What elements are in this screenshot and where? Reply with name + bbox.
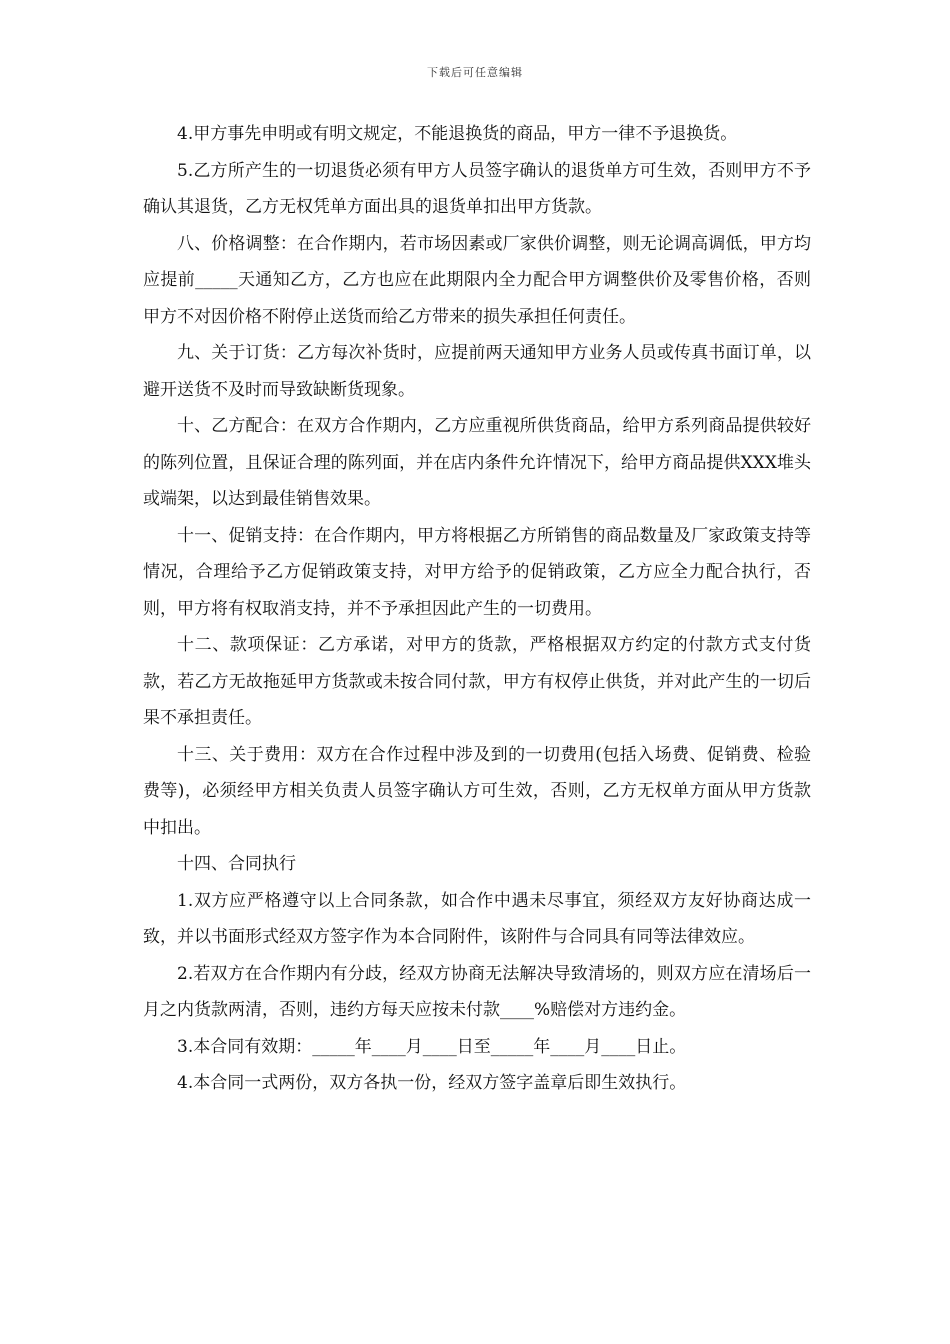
clause-paragraph: 八、价格调整：在合作期内，若市场因素或厂家供价调整，则无论调高调低，甲方均应提前_____天通知乙方，乙方也应在此期限内全力配合甲方调整供价及零售价格，否则甲方不对因价格不附停止送货而给乙方带来的损失承担任何责任。: [143, 233, 811, 327]
clause-paragraph: 十三、关于费用：双方在合作过程中涉及到的一切费用(包括入场费、促销费、检验费等)，必须经甲方相关负责人员签字确认方可生效，否则，乙方无权单方面从甲方货款中扣出。: [143, 744, 811, 838]
clause-paragraph: 1.双方应严格遵守以上合同条款，如合作中遇未尽事宜，须经双方友好协商达成一致，并以书面形式经双方签字作为本合同附件，该附件与合同具有同等法律效应。: [143, 890, 811, 947]
clause-paragraph: 4.本合同一式两份，双方各执一份，经双方签字盖章后即生效执行。: [177, 1073, 687, 1093]
clause-paragraph: 十一、促销支持：在合作期内，甲方将根据乙方所销售的商品数量及厂家政策支持等情况，合理给予乙方促销政策支持，对甲方给予的促销政策，乙方应全力配合执行，否则，甲方将有权取消支持，并不予承担因此产生的一切费用。: [143, 525, 811, 619]
clause-paragraph: 4.甲方事先申明或有明文规定，不能退换货的商品，甲方一律不予退换货。: [177, 124, 738, 144]
clause-paragraph: 十二、款项保证：乙方承诺，对甲方的货款，严格根据双方约定的付款方式支付货款，若乙方无故拖延甲方货款或未按合同付款，甲方有权停止供货，并对此产生的一切后果不承担责任。: [143, 635, 811, 728]
clause-paragraph: 5.乙方所产生的一切退货必须有甲方人员签字确认的退货单方可生效，否则甲方不予确认其退货，乙方无权凭单方面出具的退货单扣出甲方货款。: [143, 160, 811, 217]
page-header: 下载后可任意编辑: [427, 66, 523, 79]
clause-paragraph: 九、关于订货：乙方每次补货时，应提前两天通知甲方业务人员或传真书面订单，以避开送货不及时而导致缺断货现象。: [143, 343, 811, 400]
clause-paragraph: 十、乙方配合：在双方合作期内，乙方应重视所供货商品，给甲方系列商品提供较好的陈列位置，且保证合理的陈列面，并在店内条件允许情况下，给甲方商品提供XXX堆头或端架，以达到最佳销售效果。: [143, 416, 811, 509]
document-body: [143, 116, 811, 1102]
clause-paragraph: 3.本合同有效期：_____年____月____日至_____年____月____日止。: [177, 1036, 687, 1057]
section-heading: 十四、合同执行: [177, 854, 296, 874]
clause-paragraph: 2.若双方在合作期内有分歧，经双方协商无法解决导致清场的，则双方应在清场后一月之内货款两清，否则，违约方每天应按未付款____%赔偿对方违约金。: [143, 963, 811, 1020]
